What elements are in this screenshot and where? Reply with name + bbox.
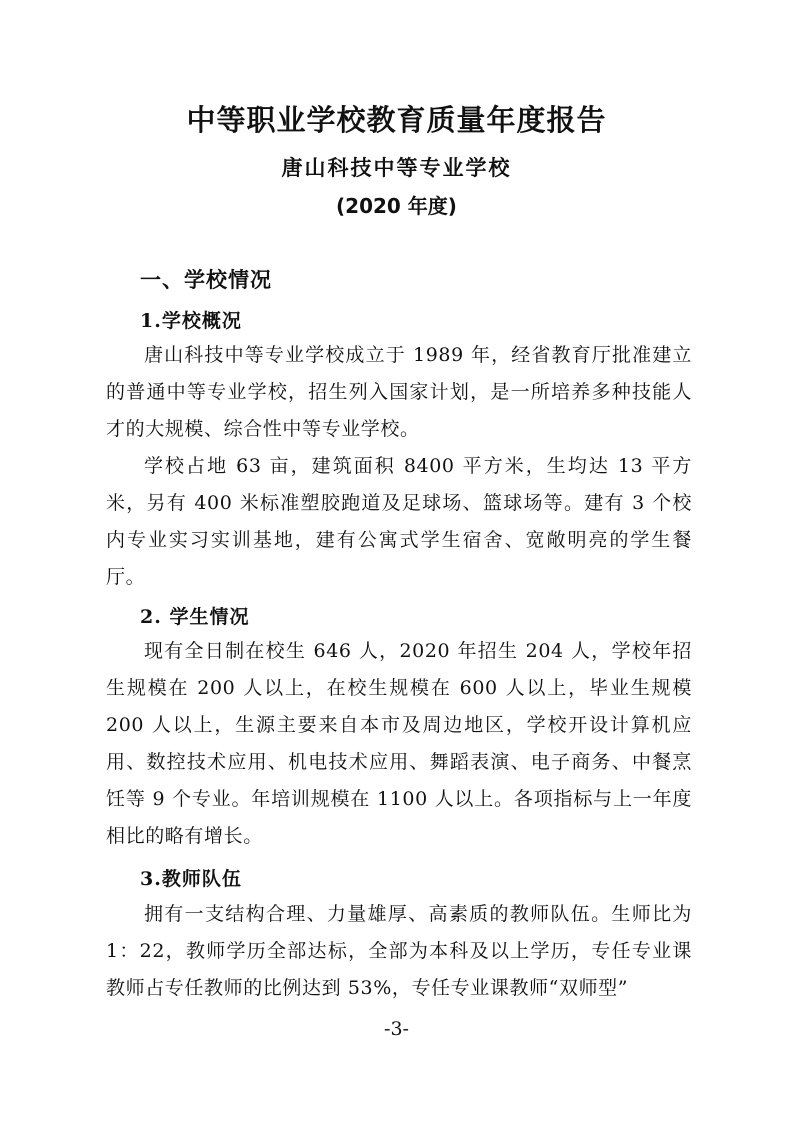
subsection-heading-overview: 1.学校概况: [140, 310, 242, 332]
section-heading-school-situation: 一、学校情况: [140, 268, 272, 292]
students-paragraph-1: 现有全日制在校生 646 人，2020 年招生 204 人，学校年招生规模在 200 人以上，在校生规模在 600 人以上，毕业生规模 200 人以上，生源主要来自本市及周边地区，学校开设计算机应用、数控技术应用、机电技术应用、舞蹈表演、电子商务、中餐烹饪等 9 个专业。年培训规模在 1100 人以上。各项指标与上一年度相比的略有增长。: [106, 640, 692, 847]
teachers-paragraph-1: 拥有一支结构合理、力量雄厚、高素质的教师队伍。生师比为 1：22，教师学历全部达标，全部为本科及以上学历，专任专业课教师占专任教师的比例达到 53%，专任专业课教师“双师型”: [106, 903, 692, 999]
school-name: 唐山科技中等专业学校: [281, 155, 512, 180]
report-title: 中等职业学校教育质量年度报告: [186, 103, 607, 137]
subsection-heading-teachers: 3.教师队伍: [140, 868, 242, 890]
page-number: -3-: [384, 1018, 409, 1040]
overview-paragraph-1: 唐山科技中等专业学校成立于 1989 年，经省教育厅批准建立的普通中等专业学校，招生列入国家计划，是一所培养多种技能人才的大规模、综合性中等专业学校。: [106, 344, 692, 440]
subsection-heading-students: 2. 学生情况: [140, 606, 250, 628]
report-year: (2020 年度): [336, 194, 457, 218]
overview-paragraph-2: 学校占地 63 亩，建筑面积 8400 平方米，生均达 13 平方米，另有 400 米标准塑胶跑道及足球场、篮球场等。建有 3 个校内专业实习实训基地，建有公寓式学生宿舍、宽敞明亮的学生餐厅。: [106, 455, 692, 588]
